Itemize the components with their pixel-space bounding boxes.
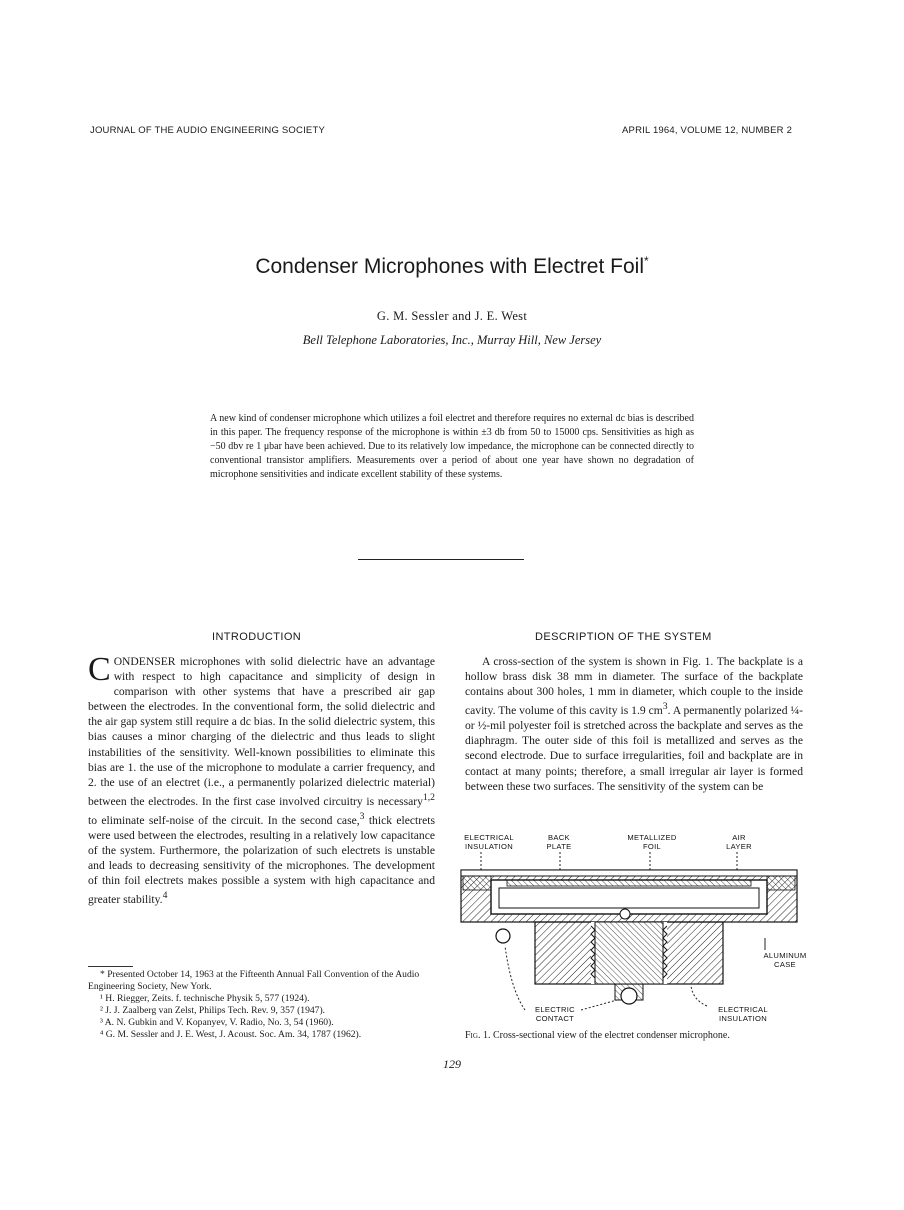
figure-caption — [465, 1030, 810, 1041]
footnotes — [88, 969, 438, 1042]
journal-name: JOURNAL OF THE AUDIO ENGINEERING SOCIETY — [90, 125, 325, 136]
cubic-sup: 3 — [662, 701, 668, 713]
backplate-holes — [507, 880, 751, 886]
metallized-foil — [461, 870, 797, 876]
paper-title-text: Condenser Microphones with Electret Foil — [255, 255, 644, 278]
label-metallized-foil-2: FOIL — [642, 842, 662, 851]
issue-info: APRIL 1964, VOLUME 12, NUMBER 2 — [622, 125, 793, 136]
inner-cavity — [499, 888, 759, 908]
label-electrical-insulation-top-1: ELECTRICAL — [464, 833, 514, 842]
title-footnote-mark: * — [644, 254, 649, 268]
authors: G. M. Sessler and J. E. West — [376, 309, 528, 323]
footnote-rule — [88, 966, 133, 967]
footnote: ² J. J. Zaalberg van Zelst, Philips Tech. Rev. 9, 357 (1947). — [100, 1005, 326, 1017]
footnote: * Presented October 14, 1963 at the Fifteenth Annual Fall Convention of the Audio Engineering Society, New York. — [88, 969, 420, 993]
insulation-left — [463, 876, 491, 890]
microphone-cross-section-figure — [455, 830, 815, 1030]
footnote: ⁴ G. M. Sessler and J. E. West, J. Acoust. Soc. Am. 34, 1787 (1962). — [100, 1029, 362, 1041]
section-divider — [358, 559, 524, 560]
footnote: ¹ H. Riegger, Zeits. f. technische Physik 5, 577 (1924). — [100, 993, 310, 1005]
intro-part-2: to eliminate self-noise of the circuit. In the second case, — [88, 813, 360, 827]
intro-part-3: thick electrets were used between the electrodes, resulting in a relatively low capacitance of the system. Furthermore, the polarization of such electrets is unstable and leads to decreasing sensitivity of the microphones. The development of thin foil electrets makes possible a system with high capacitance and greater stability. — [88, 813, 435, 906]
insulation-right — [767, 876, 795, 890]
intro-part-1: ONDENSER microphones with solid dielectric have an advantage with respect to high capacitance and simplicity of design in comparison with other systems that have a prescribed air gap between the electrodes. In the conventional form, the solid dielectric and the air gap system still require a dc bias. In the solid dielectric system, this bias causes a minor charging of the dielectric and thus leads to slight instabilities of the sensitivity. Well-known possibilities to eliminate this bias are 1. the use of the microphone to modulate a carrier frequency, and 2. the use of an electret (i.e., a permanently polarized dielectric material) between the electrodes. In the first case involved circuitry is necessary — [88, 655, 435, 808]
footnote: ³ A. N. Gubkin and V. Kopanyev, V. Radio, No. 3, 54 (1960). — [100, 1017, 334, 1029]
affiliation: Bell Telephone Laboratories, Inc., Murray Hill, New Jersey — [302, 333, 602, 347]
label-electrical-insulation-bottom-2: INSULATION — [718, 1014, 768, 1023]
caption-text: Cross-sectional view of the electret condenser microphone. — [492, 1030, 730, 1041]
label-electric-contact-2: CONTACT — [535, 1014, 575, 1023]
center-contact — [620, 909, 630, 919]
electric-contact-ball — [621, 988, 637, 1004]
label-electrical-insulation-top-2: INSULATION — [464, 842, 514, 851]
drop-cap: C — [88, 651, 111, 688]
center-stem — [595, 922, 663, 984]
paper-title — [0, 254, 904, 279]
label-electrical-insulation-bottom-1: ELECTRICAL — [718, 1005, 768, 1014]
ref-4: 4 — [162, 890, 168, 902]
label-aluminum-case-2: CASE — [774, 960, 796, 969]
page-number: 129 — [443, 1057, 461, 1071]
leader-contact-left — [505, 946, 525, 1010]
label-metallized-foil-1: METALLIZED — [627, 833, 677, 842]
description-heading: DESCRIPTION OF THE SYSTEM — [535, 631, 712, 643]
description-part-1: A cross-section of the system is shown in Fig. 1. The backplate is a hollow brass disk 38 mm in diameter. The surface of the backplate contains about 300 holes, 1 mm in diameter, which couple to the inside cavity. The volume of this cavity is 1.9 cm — [465, 655, 803, 718]
side-contact — [496, 929, 510, 943]
ref-3: 3 — [359, 810, 365, 822]
ref-1-2: 1,2 — [422, 791, 435, 803]
leader-insulation-bottom — [691, 986, 707, 1006]
label-air-layer-1: AIR — [732, 833, 746, 842]
label-back-plate-2: PLATE — [546, 842, 572, 851]
caption-label: Fig. 1. — [465, 1030, 491, 1041]
description-text — [465, 654, 803, 794]
intro-text — [88, 651, 435, 907]
abstract: A new kind of condenser microphone which utilizes a foil electret and therefore requires no external dc bias is described in this paper. The frequency response of the microphone is within ±3 db from 50 to 15000 cps. Sensitivities as high as −50 dbv re 1 μbar have been achieved. Due to its relatively low impedance, the microphone can be connected directly to conventional transistor amplifiers. Measurements over a period of about one year have shown no degradation of microphone sensitivities and indicate excellent stability of these systems. — [210, 413, 694, 480]
leader-contact-right — [581, 1000, 617, 1010]
label-back-plate-1: BACK — [548, 833, 570, 842]
label-electric-contact-1: ELECTRIC — [535, 1005, 575, 1014]
label-aluminum-case-1: ALUMINUM — [763, 951, 807, 960]
intro-heading: INTRODUCTION — [212, 631, 302, 643]
description-part-2: . A permanently polarized ¼- or ½-mil polyester foil is stretched across the backplate and serves as the diaphragm. The outer side of this foil is metallized and serves as the second electrode. Due to surface irregularities, foil and backplate are in contact at many points; therefore, a small irregular air layer is formed between these two surfaces. The sensitivity of the system can be — [465, 704, 803, 793]
label-air-layer-2: LAYER — [726, 842, 752, 851]
